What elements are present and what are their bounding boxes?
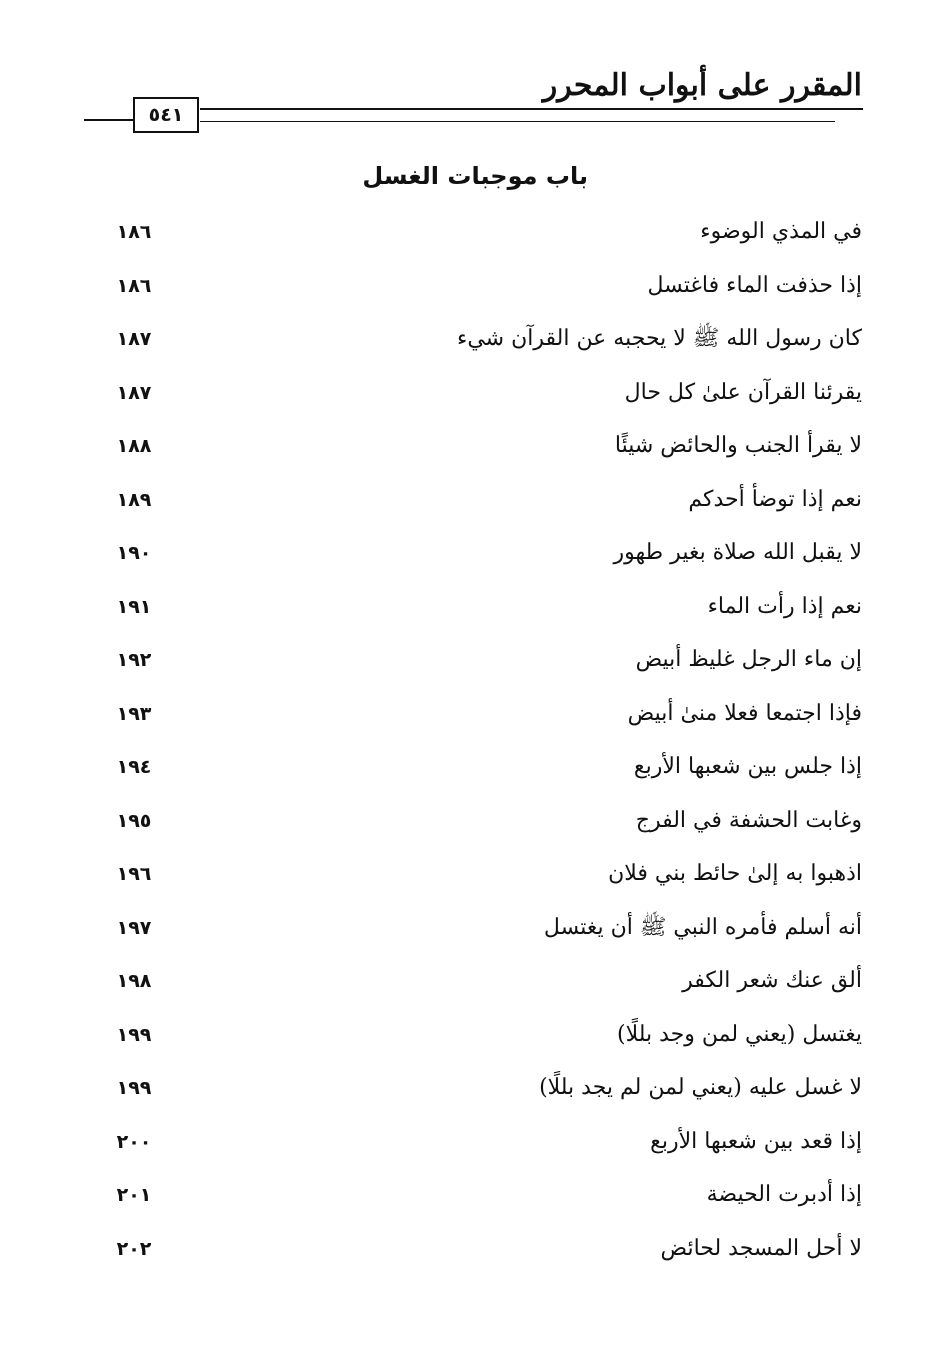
entry-page-number: ١٩٨ xyxy=(116,970,152,992)
entry-text: لا يقرأ الجنب والحائض شيئًا xyxy=(614,433,862,458)
index-row xyxy=(0,694,936,734)
entry-text: إذا حذفت الماء فاغتسل xyxy=(647,273,862,298)
entry-page-number: ١٨٩ xyxy=(116,489,152,511)
entry-text: إذا جلس بين شعبها الأربع xyxy=(633,754,862,779)
index-row xyxy=(0,908,936,948)
index-row xyxy=(0,961,936,1001)
index-row xyxy=(0,426,936,466)
entry-text: لا أحل المسجد لحائض xyxy=(660,1236,862,1261)
index-row xyxy=(0,747,936,787)
header-rule-left xyxy=(84,119,134,121)
entry-page-number: ١٩٧ xyxy=(116,917,152,939)
entry-text: إذا أدبرت الحيضة xyxy=(706,1182,862,1207)
entry-text: فإذا اجتمعا فعلا منىٰ أبيض xyxy=(627,701,862,726)
index-row xyxy=(0,373,936,413)
index-row xyxy=(0,212,936,252)
entry-page-number: ١٨٦ xyxy=(116,275,152,297)
entry-text: لا غسل عليه (يعني لمن لم يجد بللًا) xyxy=(539,1075,862,1100)
entry-page-number: ١٨٧ xyxy=(116,328,152,350)
index-row xyxy=(0,1122,936,1162)
entry-page-number: ١٨٦ xyxy=(116,221,152,243)
entry-text: في المذي الوضوء xyxy=(700,219,862,244)
index-row xyxy=(0,801,936,841)
entry-page-number: ١٩٤ xyxy=(116,756,152,778)
page-number: ٥٤١ xyxy=(148,104,184,126)
index-row xyxy=(0,1068,936,1108)
entry-page-number: ٢٠٢ xyxy=(116,1238,152,1260)
entry-page-number: ٢٠١ xyxy=(116,1184,152,1206)
index-row xyxy=(0,480,936,520)
header-rule-long xyxy=(200,108,863,110)
page-number-box xyxy=(133,97,199,133)
entry-text: وغابت الحشفة في الفرج xyxy=(635,808,862,833)
entry-page-number: ٢٠٠ xyxy=(116,1131,152,1153)
entry-text: أنه أسلم فأمره النبي ﷺ أن يغتسل xyxy=(543,915,862,940)
entry-page-number: ١٩٢ xyxy=(116,649,152,671)
index-row xyxy=(0,640,936,680)
entry-page-number: ١٩٣ xyxy=(116,703,152,725)
entry-page-number: ١٨٨ xyxy=(116,435,152,457)
entry-page-number: ١٩١ xyxy=(116,596,152,618)
entry-text: إن ماء الرجل غليظ أبيض xyxy=(635,647,862,672)
section-title: باب موجبات الغسل xyxy=(362,162,588,190)
entry-page-number: ١٨٧ xyxy=(116,382,152,404)
entry-text: كان رسول الله ﷺ لا يحجبه عن القرآن شيء xyxy=(456,326,862,351)
index-row xyxy=(0,533,936,573)
entry-text: يقرئنا القرآن علىٰ كل حال xyxy=(624,380,862,405)
index-row xyxy=(0,1015,936,1055)
entry-text: إذا قعد بين شعبها الأربع xyxy=(650,1129,862,1154)
header-rule-short xyxy=(200,121,835,122)
index-row xyxy=(0,1175,936,1215)
entry-page-number: ١٩٦ xyxy=(116,863,152,885)
entry-text: يغتسل (يعني لمن وجد بللًا) xyxy=(617,1022,862,1047)
index-row xyxy=(0,587,936,627)
entry-page-number: ١٩٩ xyxy=(116,1077,152,1099)
index-row xyxy=(0,319,936,359)
index-row xyxy=(0,1229,936,1269)
entry-page-number: ١٩٥ xyxy=(116,810,152,832)
entry-text: نعم إذا توضأ أحدكم xyxy=(688,487,862,512)
entry-text: اذهبوا به إلىٰ حائط بني فلان xyxy=(608,861,862,886)
entry-page-number: ١٩٩ xyxy=(116,1024,152,1046)
index-row xyxy=(0,854,936,894)
running-header-title: المقرر على أبواب المحرر xyxy=(542,68,862,103)
entry-page-number: ١٩٠ xyxy=(116,542,152,564)
entry-text: نعم إذا رأت الماء xyxy=(707,594,862,619)
index-row xyxy=(0,266,936,306)
entry-text: لا يقبل الله صلاة بغير طهور xyxy=(613,540,862,565)
entry-text: ألق عنك شعر الكفر xyxy=(682,968,862,993)
